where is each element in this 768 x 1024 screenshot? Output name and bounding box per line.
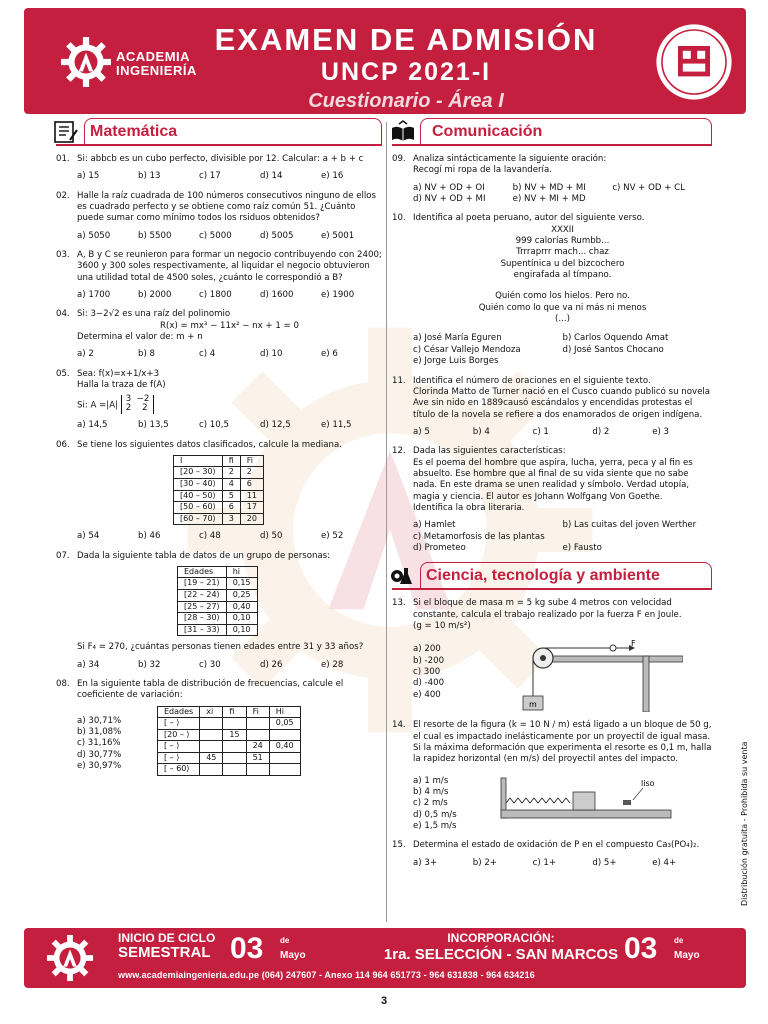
answer-options xyxy=(77,420,382,431)
answer-options xyxy=(413,520,712,554)
table-cell: [40 – 50⟩ xyxy=(174,490,223,502)
option-e: e) Fausto xyxy=(562,542,602,553)
verse-line: XXXII xyxy=(551,224,574,235)
data-table xyxy=(157,706,301,776)
question-06 xyxy=(56,440,382,543)
table-row xyxy=(174,467,264,479)
option-a: a) 54 xyxy=(77,531,100,542)
table-cell: 2 xyxy=(240,467,263,479)
question-subtext: (g = 10 m/s²) xyxy=(413,621,471,631)
option-c: c) 1+ xyxy=(532,857,557,868)
function-expression: f(x)=x+1/x+3 xyxy=(98,368,160,379)
mass-label: m xyxy=(529,700,537,710)
question-text: Si el bloque de masa m = 5 kg sube 4 metros con velocidad constante, calcula el trabajo realizado por la fuerza F en Joule. xyxy=(413,598,682,620)
table-cell: [22 – 24⟩ xyxy=(178,590,227,602)
table-header: I xyxy=(174,455,223,467)
option-e: e) 5001 xyxy=(321,230,355,241)
table-cell: [60 – 70⟩ xyxy=(174,513,223,525)
option-c: c) 31,16% xyxy=(77,738,121,749)
academy-name-line1: ACADEMIA xyxy=(116,49,191,64)
option-b: b) 46 xyxy=(138,531,161,542)
option-c: c) 2 m/s xyxy=(413,798,448,809)
answer-options xyxy=(77,290,382,301)
table-cell: [28 – 30⟩ xyxy=(178,613,227,625)
option-b: b) 2+ xyxy=(472,857,498,868)
question-number: 01. xyxy=(56,154,70,164)
option-e: e) 6 xyxy=(321,349,338,360)
cycle-de: de xyxy=(280,936,290,945)
option-e: e) 4+ xyxy=(652,857,677,868)
verse-line: Supentínica u del bizcochero xyxy=(500,258,625,269)
answer-options xyxy=(413,427,712,438)
option-a: a) 15 xyxy=(77,171,100,182)
exam-area: Cuestionario - Área I xyxy=(308,90,504,112)
option-e: e) NV + MI + MD xyxy=(512,194,586,205)
table-cell xyxy=(223,718,246,730)
table-row xyxy=(174,513,264,525)
table-cell: 15 xyxy=(223,729,246,741)
option-a: a) 34 xyxy=(77,659,100,670)
pulley-diagram xyxy=(513,636,683,712)
open-book-icon xyxy=(386,120,420,144)
answer-options xyxy=(413,636,513,712)
answer-options xyxy=(413,333,712,367)
option-b: b) 8 xyxy=(138,349,156,360)
verse-line: 999 calorías Rumbb... xyxy=(515,236,610,247)
option-d: d) 12,5 xyxy=(260,420,291,431)
question-04 xyxy=(56,309,382,360)
question-number: 14. xyxy=(392,720,406,731)
table-cell: 6 xyxy=(222,502,240,514)
question-number: 02. xyxy=(56,190,70,201)
option-e: e) 52 xyxy=(321,531,344,542)
table-row xyxy=(158,718,301,730)
question-text: Identifica al poeta peruano, autor del siguiente verso. xyxy=(413,213,645,224)
table-cell: [20 – 30⟩ xyxy=(174,467,223,479)
option-a: a) 1 m/s xyxy=(413,775,449,786)
option-b: b) 32 xyxy=(138,659,161,670)
option-c: c) NV + OD + CL xyxy=(612,182,685,193)
left-column xyxy=(56,118,382,784)
option-d: d) 5+ xyxy=(592,857,617,868)
option-e: e) 28 xyxy=(321,659,344,670)
table-row xyxy=(158,729,301,741)
selection-de: de xyxy=(674,936,684,945)
option-a: a) 30,71% xyxy=(77,715,122,726)
data-table xyxy=(173,455,264,525)
table-cell: 45 xyxy=(200,752,223,764)
side-note: Distribución gratuita - Prohibida su venta xyxy=(740,741,749,906)
option-a: a) NV + OD + OI xyxy=(413,182,485,193)
verse-line: Quién como lo que va ni más ni menos xyxy=(478,302,647,313)
option-b: b) NV + MD + MI xyxy=(512,182,586,193)
section-science-header xyxy=(392,562,712,590)
table-cell: 24 xyxy=(246,741,269,753)
option-b: b) 13 xyxy=(138,171,161,182)
question-07 xyxy=(56,551,382,671)
table-header: Hi xyxy=(269,706,300,718)
academy-logo-icon xyxy=(46,934,94,982)
table-cell: 3 xyxy=(222,513,240,525)
section-math-title: Matemática xyxy=(90,123,178,140)
option-b: b) 5500 xyxy=(138,230,172,241)
option-b: b) Las cuitas del joven Werther xyxy=(562,520,697,531)
verse-line: Trrraprrr mach... chaz xyxy=(516,247,609,258)
table-cell xyxy=(200,741,223,753)
question-05 xyxy=(56,369,382,432)
matrix-cell: 3 xyxy=(125,393,132,404)
page-number: 3 xyxy=(380,995,388,1007)
table-header-row xyxy=(178,566,258,578)
question-number: 12. xyxy=(392,446,406,457)
table-cell: 2 xyxy=(222,467,240,479)
option-b: b) 2000 xyxy=(138,290,172,301)
option-c: c) 48 xyxy=(199,531,221,542)
table-cell: 6 xyxy=(240,479,263,491)
option-e: e) 3 xyxy=(652,426,670,437)
question-text: El resorte de la figura (k = 10 N / m) está ligado a un bloque de 50 g, el cual es impactado inelásticamente por un proyectil de igual masa. Si la máxima deformación que experimenta el resorte es 0,1 m, halla la rapidez horizontal (en m/s) del proyectil antes del impacto. xyxy=(413,720,712,765)
option-c: c) 1800 xyxy=(199,290,232,301)
selection-day: 03 xyxy=(624,932,658,965)
table-cell xyxy=(246,729,269,741)
section-science-title: Ciencia, tecnología y ambiente xyxy=(426,567,660,585)
academy-name-line2: INGENIERÍA xyxy=(116,62,197,78)
answer-options xyxy=(77,171,382,182)
option-d: d) 14 xyxy=(260,171,283,182)
question-number: 04. xyxy=(56,309,70,320)
selection-month: Mayo xyxy=(674,950,700,961)
column-divider xyxy=(386,122,387,922)
table-header-row xyxy=(174,455,264,467)
table-cell xyxy=(200,729,223,741)
answer-options xyxy=(413,183,712,206)
table-cell: 0,10 xyxy=(226,613,257,625)
table-cell: [ – ⟩ xyxy=(158,718,200,730)
table-row xyxy=(178,601,258,613)
option-e: e) 30,97% xyxy=(77,760,122,771)
question-text: En la siguiente tabla de distribución de frecuencias, calcule el coeficiente de variación: xyxy=(77,678,344,701)
question-number: 13. xyxy=(392,598,406,609)
question-03 xyxy=(56,250,382,301)
option-a: a) 5050 xyxy=(77,230,111,241)
option-b: b) 31,08% xyxy=(77,726,122,737)
academy-name xyxy=(116,50,197,77)
option-d: d) 10 xyxy=(260,349,283,360)
question-number: 10. xyxy=(392,213,406,224)
cycle-line1: INICIO DE CICLO xyxy=(118,931,216,945)
table-cell xyxy=(269,729,300,741)
footer-banner xyxy=(24,928,746,988)
option-d: d) -400 xyxy=(413,678,445,689)
option-a: a) 2 xyxy=(77,349,94,360)
table-cell: [30 – 40⟩ xyxy=(174,479,223,491)
cycle-start-label xyxy=(118,932,215,962)
table-cell: 4 xyxy=(222,479,240,491)
option-b: b) 4 m/s xyxy=(413,787,449,798)
question-02 xyxy=(56,191,382,242)
table-cell xyxy=(223,764,246,776)
table-cell: 20 xyxy=(240,513,263,525)
option-c: c) 10,5 xyxy=(199,420,229,431)
right-column xyxy=(392,118,712,877)
question-text: Dada la siguiente tabla de datos de un grupo de personas: xyxy=(77,550,331,561)
question-13 xyxy=(392,598,712,712)
table-cell xyxy=(246,718,269,730)
answer-options xyxy=(77,706,157,776)
question-12 xyxy=(392,446,712,554)
answer-options xyxy=(77,660,382,671)
table-cell: [ – ⟩ xyxy=(158,741,200,753)
question-15 xyxy=(392,840,712,869)
verse xyxy=(413,225,712,326)
matrix-label: A =|A| xyxy=(90,399,118,410)
option-d: d) NV + OD + MI xyxy=(413,194,486,205)
question-subtext: Determina el valor de: m + n xyxy=(77,332,203,343)
question-text: Determina el estado de oxidación de P en el compuesto Ca₃(PO₄)₂. xyxy=(413,840,700,851)
question-text: Halle la raíz cuadrada de 100 números consecutivos ninguno de ellos es cuadrado perfecto y se obtiene como raíz común 51. ¿Cuánto puede sumar como mínimo todos los rsiduos obtenidos? xyxy=(77,190,377,224)
table-cell xyxy=(246,764,269,776)
exam-header xyxy=(24,8,746,114)
question-01 xyxy=(56,154,382,183)
incorporation-line2: 1ra. SELECCIÓN - SAN MARCOS xyxy=(383,945,619,963)
table-header: fi xyxy=(223,706,246,718)
option-d: d) José Santos Chocano xyxy=(562,344,664,355)
question-text: Dada las siguientes características: xyxy=(413,446,566,457)
option-d: d) 2 xyxy=(592,426,610,437)
table-cell xyxy=(269,752,300,764)
university-seal-icon xyxy=(654,22,734,102)
question-subtext: Identifica la obra literaria. xyxy=(413,502,525,513)
answer-options xyxy=(413,858,712,869)
smooth-label: liso xyxy=(641,778,655,788)
exam-subtitle: UNCP 2021-I xyxy=(320,58,492,86)
answer-options xyxy=(77,531,382,542)
question-number: 11. xyxy=(392,375,406,386)
question-text: Se tiene los siguientes datos clasificados, calcule la mediana. xyxy=(77,439,343,450)
section-comm-title: Comunicación xyxy=(432,123,543,140)
question-14 xyxy=(392,720,712,832)
option-b: b) Carlos Oquendo Amat xyxy=(562,333,669,344)
option-a: a) 3+ xyxy=(413,857,438,868)
question-subtext: Es el poema del hombre que aspira, lucha, yerra, peca y al fin es absuelto. Ese hombre que al final de su vida siente que no sabe nada. En este drama se unen realidad y símbolo. Verdad utopía, magia y ciencia. El autor es Johann Wolfgang Von Goethe. xyxy=(413,457,693,502)
table-row xyxy=(178,578,258,590)
option-d: d) 50 xyxy=(260,531,283,542)
table-cell: [31 – 33⟩ xyxy=(178,624,227,636)
table-cell xyxy=(200,764,223,776)
option-e: e) Jorge Luis Borges xyxy=(413,356,499,367)
table-cell: 0,25 xyxy=(226,590,257,602)
option-e: e) 11,5 xyxy=(321,420,352,431)
table-header: Edades xyxy=(178,566,227,578)
verse-line: engirafada al tímpano. xyxy=(513,270,612,281)
question-number: 07. xyxy=(56,550,70,561)
table-cell: 11 xyxy=(240,490,263,502)
table-row xyxy=(174,490,264,502)
matrix-cell: 2 xyxy=(142,403,148,414)
question-text: Si: 3−2√2 es una raíz del polinomio xyxy=(77,309,231,320)
table-header: hi xyxy=(226,566,257,578)
verse-line: (...) xyxy=(555,314,570,325)
answer-options xyxy=(77,231,382,242)
question-08 xyxy=(56,679,382,776)
polynomial: R(x) = mx³ − 11x² − nx + 1 = 0 xyxy=(160,320,299,331)
question-number: 06. xyxy=(56,439,70,450)
table-cell: [ – 60⟩ xyxy=(158,764,200,776)
option-e: e) 400 xyxy=(413,689,441,700)
option-a: a) José María Eguren xyxy=(413,333,502,344)
table-header: fi xyxy=(222,455,240,467)
table-header: Fi xyxy=(246,706,269,718)
table-row xyxy=(178,624,258,636)
table-cell: 5 xyxy=(222,490,240,502)
table-cell: 0,10 xyxy=(226,624,257,636)
question-subtext: Si F₄ = 270, ¿cuántas personas tienen edades entre 31 y 33 años? xyxy=(77,642,364,653)
force-label: F xyxy=(631,639,636,649)
option-c: c) 30 xyxy=(199,659,221,670)
table-header: Fi xyxy=(240,455,263,467)
table-cell: 0,05 xyxy=(269,718,300,730)
table-cell xyxy=(200,718,223,730)
question-text: Analiza sintácticamente la siguiente oración: xyxy=(413,154,607,164)
table-cell: 17 xyxy=(240,502,263,514)
spring-block-diagram xyxy=(493,770,673,830)
table-cell: 0,40 xyxy=(226,601,257,613)
question-subtext: Clorinda Matto de Turner nació en el Cusco cuando publicó su novela Ave sin nido en 1889causó escándalos y encendidas protestas el título de la novela se refiere a dos enamorados de origen indígena. xyxy=(413,386,711,420)
option-a: a) 200 xyxy=(413,644,441,655)
matrix-cell: −2 xyxy=(136,393,150,404)
question-number: 03. xyxy=(56,250,70,261)
table-row xyxy=(178,590,258,602)
cycle-month: Mayo xyxy=(280,950,306,961)
option-a: a) 14,5 xyxy=(77,420,108,431)
question-subtext: Recogí mi ropa de la lavandería. xyxy=(413,165,552,176)
table-cell xyxy=(223,752,246,764)
option-d: d) 1600 xyxy=(260,290,294,301)
option-c: c) 17 xyxy=(199,171,221,182)
table-cell: [19 – 21⟩ xyxy=(178,578,227,590)
table-row xyxy=(174,502,264,514)
academy-logo-icon xyxy=(60,36,112,88)
option-a: a) 5 xyxy=(413,426,430,437)
table-row xyxy=(158,741,301,753)
option-c: c) César Vallejo Mendoza xyxy=(413,344,521,355)
option-d: d) Prometeo xyxy=(413,542,466,553)
question-text: Si: abbcb es un cubo perfecto, divisible por 12. Calcular: a + b + c xyxy=(77,154,364,164)
option-b: b) 4 xyxy=(472,426,490,437)
gear-flask-icon xyxy=(388,564,414,588)
question-number: 08. xyxy=(56,678,70,689)
question-text: Sea: xyxy=(77,368,96,379)
table-cell xyxy=(223,741,246,753)
table-cell: 51 xyxy=(246,752,269,764)
data-table xyxy=(177,566,258,636)
option-e: e) 1,5 m/s xyxy=(413,821,457,832)
section-math-header xyxy=(56,118,382,146)
option-c: c) 1 xyxy=(532,426,549,437)
answer-options xyxy=(413,770,493,833)
exam-title: EXAMEN DE ADMISIÓN xyxy=(214,22,598,57)
question-number: 09. xyxy=(392,154,406,164)
table-cell: 0,40 xyxy=(269,741,300,753)
option-d: d) 0,5 m/s xyxy=(413,809,457,820)
option-c: c) 5000 xyxy=(199,230,232,241)
table-cell: [20 – ⟩ xyxy=(158,729,200,741)
option-c: c) Metamorfosis de las plantas xyxy=(413,531,545,542)
table-cell xyxy=(269,764,300,776)
option-b: b) 13,5 xyxy=(138,420,169,431)
option-e: e) 1900 xyxy=(321,290,355,301)
table-header-row xyxy=(158,706,301,718)
question-10 xyxy=(392,213,712,367)
incorporation-label xyxy=(376,932,626,963)
option-c: c) 300 xyxy=(413,667,441,678)
contact-info: www.academiaingenieria.edu.pe (064) 247607 - Anexo 114 964 651773 - 964 631838 - 964 634216 xyxy=(118,970,535,980)
incorporation-line1: INCORPORACIÓN: xyxy=(447,931,555,945)
table-row xyxy=(174,479,264,491)
option-e: e) 16 xyxy=(321,171,344,182)
table-header: xi xyxy=(200,706,223,718)
option-d: d) 26 xyxy=(260,659,283,670)
cycle-day: 03 xyxy=(230,932,264,965)
option-d: d) 30,77% xyxy=(77,749,122,760)
notebook-icon xyxy=(52,120,78,144)
option-a: a) Hamlet xyxy=(413,520,456,531)
question-subtext: Halla la traza de f(A) xyxy=(77,380,166,391)
option-b: b) -200 xyxy=(413,655,445,666)
answer-options xyxy=(77,349,382,360)
si-label: Si: xyxy=(77,399,88,410)
option-d: d) 5005 xyxy=(260,230,294,241)
table-cell: [50 – 60⟩ xyxy=(174,502,223,514)
table-cell: [ – ⟩ xyxy=(158,752,200,764)
verse-line: Quién como los hielos. Pero no. xyxy=(495,291,630,302)
table-row xyxy=(158,752,301,764)
matrix xyxy=(121,395,155,415)
table-row xyxy=(158,764,301,776)
section-comm-header xyxy=(392,118,712,146)
matrix-cell: 2 xyxy=(125,403,132,414)
option-a: a) 1700 xyxy=(77,290,111,301)
question-text: A, B y C se reunieron para formar un negocio contribuyendo con 2400; 3600 y 300 soles respectivamente, al liquidar el negocio obtuvieron una utilidad total de 4500 soles, ¿cuánto le correspondió a B? xyxy=(77,250,382,283)
option-c: c) 4 xyxy=(199,349,216,360)
question-number: 15. xyxy=(392,840,406,851)
table-row xyxy=(178,613,258,625)
question-number: 05. xyxy=(56,368,70,379)
cycle-line2: SEMESTRAL xyxy=(118,944,211,962)
question-09 xyxy=(392,154,712,205)
question-11 xyxy=(392,376,712,439)
table-cell: 0,15 xyxy=(226,578,257,590)
table-cell: [25 – 27⟩ xyxy=(178,601,227,613)
table-header: Edades xyxy=(158,706,200,718)
question-text: Identifica el número de oraciones en el siguiente texto. xyxy=(413,375,651,386)
